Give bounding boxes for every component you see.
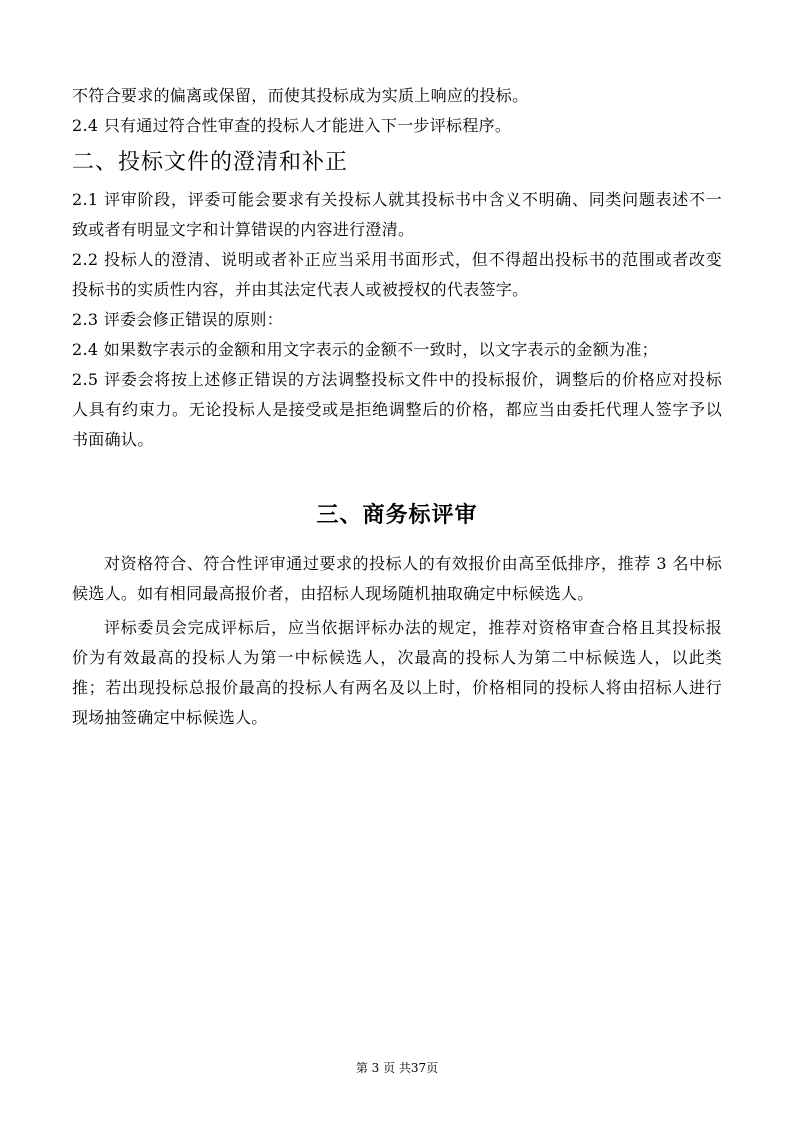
paragraph-continuation: 不符合要求的偏离或保留，而使其投标成为实质上响应的投标。 [72, 86, 529, 105]
clause-2-1: 2.1 评审阶段，评委可能会要求有关投标人就其投标书中含义不明确、同类问题表述不一致或者有明显文字和计算错误的内容进行澄清。 [72, 190, 722, 239]
page-footer: 第 3 页 共37页 [355, 1061, 439, 1075]
section-heading-clarification: 二、投标文件的澄清和补正 [72, 150, 349, 175]
clause-2-3: 2.3 评委会修正错误的原则： [72, 310, 284, 329]
section-heading-commercial-evaluation: 三、商务标评审 [316, 502, 478, 528]
clause-2-2: 2.2 投标人的澄清、说明或者补正应当采用书面形式，但不得超出投标书的范围或者改变投标书的实质性内容，并由其法定代表人或被授权的代表签字。 [72, 250, 722, 299]
document-content [72, 81, 722, 733]
clause-2-4: 2.4 如果数字表示的金额和用文字表示的金额不一致时，以文字表示的金额为准； [72, 340, 658, 359]
clause-2-5: 2.5 评委会将按上述修正错误的方法调整投标文件中的投标报价，调整后的价格应对投标人具有约束力。无论投标人是接受或是拒绝调整后的价格，都应当由委托代理人签字予以书面确认。 [72, 370, 722, 449]
clause-2-4-intro: 2.4 只有通过符合性审查的投标人才能进入下一步评标程序。 [72, 116, 512, 135]
commercial-evaluation-paragraph-1: 对资格符合、符合性评审通过要求的投标人的有效报价由高至低排序，推荐 3 名中标候选人。如有相同最高报价者，由招标人现场随机抽取确定中标候选人。 [72, 554, 722, 603]
commercial-evaluation-paragraph-2: 评标委员会完成评标后，应当依据评标办法的规定，推荐对资格审查合格且其投标报价为有效最高的投标人为第一中标候选人，次最高的投标人为第二中标候选人，以此类推；若出现投标总报价最高的投标人有两名及以上时，价格相同的投标人将由招标人进行现场抽签确定中标候选人。 [72, 618, 722, 727]
